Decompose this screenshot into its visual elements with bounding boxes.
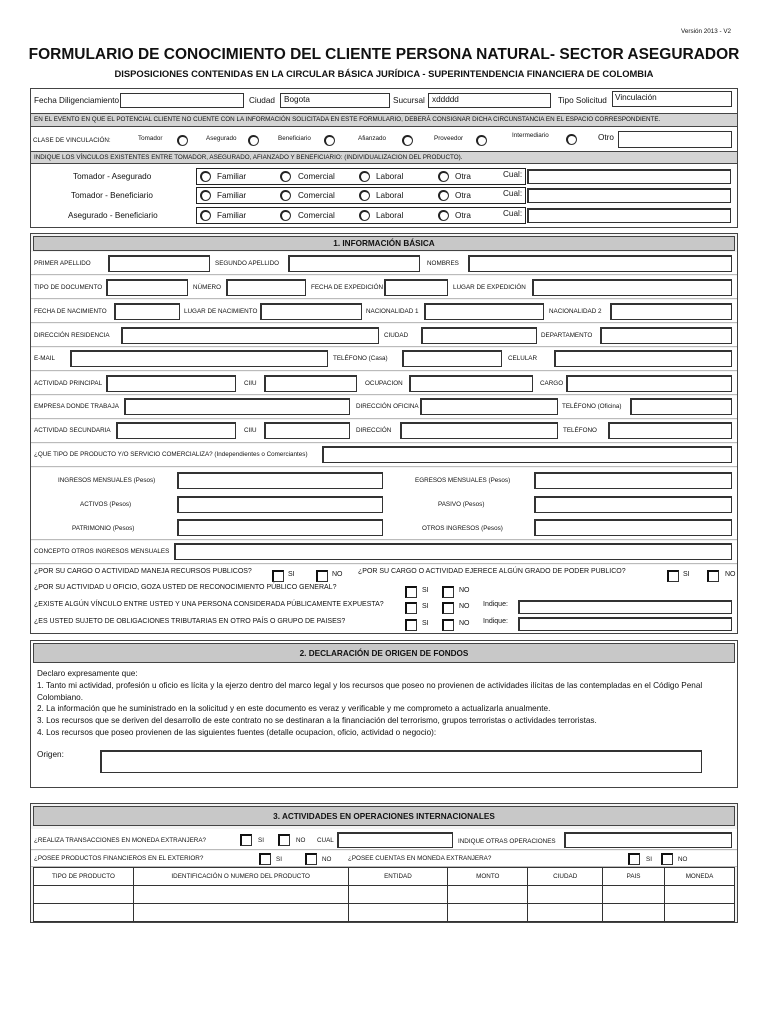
s3-q3-no-label: NO (678, 856, 688, 863)
nacionalidad1-input[interactable] (424, 303, 544, 320)
direccion-input[interactable] (400, 422, 558, 439)
primer-apellido-input[interactable] (108, 255, 210, 272)
cell[interactable] (665, 904, 735, 922)
version-label: Versión 2013 - V2 (681, 28, 732, 35)
q4-no-label: NO (459, 603, 470, 610)
email-input[interactable] (70, 350, 328, 367)
familiar-label: Familiar (217, 211, 247, 220)
ocupacion-input[interactable] (409, 375, 533, 392)
cual-label: Cual: (503, 209, 523, 218)
section1-header (33, 236, 735, 251)
col-entidad: ENTIDAD (348, 868, 448, 886)
nacionalidad2-label: NACIONALIDAD 2 (549, 308, 602, 315)
comercial-radio[interactable] (280, 171, 291, 182)
egresos-input[interactable] (534, 472, 732, 489)
producto-label: ¿QUE TIPO DE PRODUCTO Y/O SERVICIO COMERCIALIZA? (Independientes o Comerciantes) (34, 451, 308, 458)
q4-indique-input[interactable] (518, 600, 732, 614)
vinculos-bar (30, 151, 738, 164)
section1-title: 1. INFORMACIÓN BÁSICA (333, 239, 435, 248)
opt-tomador-radio[interactable] (177, 135, 188, 146)
opt-otro-input[interactable] (618, 131, 732, 148)
q3-no-label: NO (459, 587, 470, 594)
vinculo-row-label: Tomador - Beneficiario (71, 191, 153, 200)
cell[interactable] (133, 904, 348, 922)
concepto-label: CONCEPTO OTROS INGRESOS MENSUALES (34, 548, 170, 555)
patrimonio-label: PATRIMONIO (Pesos) (72, 525, 135, 532)
fecha-nacimiento-label: FECHA DE NACIMIENTO (34, 308, 107, 315)
origen-label: Origen: (37, 750, 64, 759)
otra-radio[interactable] (438, 190, 449, 201)
opt-beneficiario-label: Beneficiario (278, 135, 311, 142)
section2-title: 2. DECLARACIÓN DE ORIGEN DE FONDOS (299, 649, 469, 658)
cual-label: Cual: (503, 189, 523, 198)
q2-si-checkbox[interactable] (667, 570, 679, 582)
ocupacion-label: OCUPACION (365, 380, 403, 387)
telefono-oficina-label: TELÉFONO (Oficina) (562, 403, 622, 410)
q4-no-checkbox[interactable] (442, 602, 454, 614)
ciudad-label: CIUDAD (384, 332, 409, 339)
fecha-nacimiento-input[interactable] (114, 303, 180, 320)
s3-q3-label: ¿POSEE CUENTAS EN MONEDA EXTRANJERA? (348, 855, 492, 862)
ciiu-label: CIIU (244, 380, 257, 387)
col-moneda: MONEDA (665, 868, 735, 886)
opt-otro-label: Otro (598, 133, 614, 142)
cell[interactable] (528, 904, 603, 922)
cell[interactable] (34, 904, 134, 922)
ciudad-label: Ciudad (249, 96, 275, 105)
ciiu-input[interactable] (264, 375, 357, 392)
declaration-item-1: 1. Tanto mi actividad, profesión u oficio es lícita y la ejerzo dentro del marco legal y los recursos que poseo no provienen de actividades ilícitas de las contempladas en el Código Penal Colombiano. (37, 680, 703, 702)
col-monto: MONTO (448, 868, 528, 886)
cell[interactable] (665, 886, 735, 904)
opt-tomador-label: Tomador (138, 135, 163, 142)
tipo-documento-input[interactable] (106, 279, 188, 296)
opt-intermediario-radio[interactable] (566, 134, 577, 145)
s3-q1-label: ¿REALIZA TRANSACCIONES EN MONEDA EXTRANJERA? (34, 837, 207, 844)
cell[interactable] (448, 886, 528, 904)
telefono-input[interactable] (608, 422, 732, 439)
empresa-label: EMPRESA DONDE TRABAJA (34, 403, 119, 410)
tipo-solicitud-select[interactable] (612, 91, 732, 107)
col-tipo-producto: TIPO DE PRODUCTO (34, 868, 134, 886)
segundo-apellido-input[interactable] (288, 255, 420, 272)
pasivo-label: PASIVO (Pesos) (438, 501, 485, 508)
ingresos-input[interactable] (177, 472, 383, 489)
q5-no-checkbox[interactable] (442, 619, 454, 631)
s3-q3-si-checkbox[interactable] (628, 853, 640, 865)
s3-cual-input[interactable] (337, 832, 453, 848)
nacionalidad1-label: NACIONALIDAD 1 (366, 308, 419, 315)
opt-proveedor-radio[interactable] (476, 135, 487, 146)
lugar-nacimiento-label: LUGAR DE NACIMIENTO (184, 308, 258, 315)
opt-asegurado-label: Asegurado (206, 135, 237, 142)
cual-input[interactable] (527, 169, 731, 184)
actividad-principal-label: ACTIVIDAD PRINCIPAL (34, 380, 103, 387)
s3-q2-si-label: SI (276, 856, 282, 863)
products-header-row (34, 868, 735, 886)
nacionalidad2-input[interactable] (610, 303, 732, 320)
fecha-input[interactable] (120, 93, 244, 108)
declaration-text (37, 668, 731, 739)
s3-q2-no-label: NO (322, 856, 332, 863)
numero-label: NÚMERO (193, 284, 221, 291)
s3-q1-no-checkbox[interactable] (278, 834, 290, 846)
familiar-label: Familiar (217, 191, 247, 200)
activos-label: ACTIVOS (Pesos) (80, 501, 132, 508)
email-label: E-MAIL (34, 355, 55, 362)
familiar-radio[interactable] (200, 190, 211, 201)
telefono-casa-input[interactable] (402, 350, 502, 367)
q1-no-checkbox[interactable] (316, 570, 328, 582)
patrimonio-input[interactable] (177, 519, 383, 536)
laboral-label: Laboral (376, 211, 404, 220)
vinculo-row-label: Tomador - Asegurado (73, 172, 152, 181)
egresos-label: EGRESOS MENSUALES (Pesos) (415, 477, 511, 484)
opt-asegurado-radio[interactable] (248, 135, 259, 146)
nombres-input[interactable] (468, 255, 732, 272)
cell[interactable] (348, 904, 448, 922)
origen-input[interactable] (100, 750, 702, 773)
cell[interactable] (528, 886, 603, 904)
q1-label: ¿POR SU CARGO O ACTIVIDAD MANEJA RECURSOS PUBLICOS? (34, 568, 252, 575)
otra-label: Otra (455, 191, 471, 200)
opt-intermediario-label: Intermediario (512, 132, 549, 139)
q1-si-checkbox[interactable] (272, 570, 284, 582)
comercial-label: Comercial (298, 172, 335, 181)
s3-q1-si-checkbox[interactable] (240, 834, 252, 846)
direccion-residencia-label: DIRECCIÓN RESIDENCIA (34, 332, 110, 339)
cargo-label: CARGO (540, 380, 564, 387)
declaration-intro: Declaro expresamente que: (37, 669, 138, 678)
actividad-secundaria-label: ACTIVIDAD SECUNDARIA (34, 427, 111, 434)
q4-si-label: SI (422, 603, 429, 610)
lugar-expedicion-input[interactable] (532, 279, 732, 296)
telefono-oficina-input[interactable] (630, 398, 732, 415)
cell[interactable] (133, 886, 348, 904)
primer-apellido-label: PRIMER APELLIDO (34, 260, 91, 267)
ciudad-value: Bogota (284, 95, 310, 104)
cell[interactable] (603, 886, 665, 904)
q4-label: ¿EXISTE ALGÚN VÍNCULO ENTRE USTED Y UNA PERSONA CONSIDERADA PÚBLICAMENTE EXPUESTA? (34, 601, 384, 608)
telefono-label: TELÉFONO (563, 427, 597, 434)
notice-text: EN EL EVENTO EN QUE EL POTENCIAL CLIENTE NO CUENTE CON LA INFORMACIÓN SOLICITADA EN ESTE FORMULARIO, DEBERÁ CONSIGNAR DICHA CIRCUNSTANCIA EN EL ESPACIO CORRESPONDIENTE. (34, 116, 661, 123)
actividad-principal-input[interactable] (106, 375, 236, 392)
sucursal-value: xddddd (432, 95, 459, 104)
familiar-label: Familiar (217, 172, 247, 181)
laboral-radio[interactable] (359, 190, 370, 201)
ciiu2-label: CIIU (244, 427, 257, 434)
producto-input[interactable] (322, 446, 732, 463)
lugar-nacimiento-input[interactable] (260, 303, 362, 320)
s3-q2-no-checkbox[interactable] (305, 853, 317, 865)
q3-si-label: SI (422, 587, 429, 594)
otros-ingresos-label: OTROS INGRESOS (Pesos) (422, 525, 503, 532)
vinculacion-label: CLASE DE VINCULACIÓN: (33, 137, 111, 144)
form-title: FORMULARIO DE CONOCIMIENTO DEL CLIENTE PERSONA NATURAL- SECTOR ASEGURADOR (28, 46, 740, 63)
q5-label: ¿ES USTED SUJETO DE OBLIGACIONES TRIBUTARIAS EN OTRO PAÍS O GRUPO DE PAISES? (34, 618, 346, 625)
s3-q3-si-label: SI (646, 856, 652, 863)
comercial-radio[interactable] (280, 190, 291, 201)
section3-title: 3. ACTIVIDADES EN OPERACIONES INTERNACIONALES (273, 812, 495, 821)
otra-radio[interactable] (438, 171, 449, 182)
comercial-label: Comercial (298, 191, 335, 200)
s3-q2-si-checkbox[interactable] (259, 853, 271, 865)
laboral-radio[interactable] (359, 210, 370, 221)
activos-input[interactable] (177, 496, 383, 513)
otros-ingresos-input[interactable] (534, 519, 732, 536)
s3-otras-label: INDIQUE OTRAS OPERACIONES (458, 838, 556, 845)
q5-indique-label: Indique: (483, 618, 508, 625)
tipo-documento-label: TIPO DE DOCUMENTO (34, 284, 103, 291)
q2-no-checkbox[interactable] (707, 570, 719, 582)
vinculo-row-label: Asegurado - Beneficiario (68, 211, 158, 220)
laboral-label: Laboral (376, 191, 404, 200)
s3-otras-input[interactable] (564, 832, 732, 848)
otra-label: Otra (455, 172, 471, 181)
q3-no-checkbox[interactable] (442, 586, 454, 598)
fecha-label: Fecha Diligenciamiento (34, 96, 120, 105)
q5-no-label: NO (459, 620, 470, 627)
direccion-residencia-input[interactable] (121, 327, 379, 344)
direccion-label: DIRECCIÓN (356, 427, 392, 434)
departamento-label: DEPARTAMENTO (541, 332, 593, 339)
fecha-expedicion-label: FECHA DE EXPEDICIÓN (311, 284, 384, 291)
q4-si-checkbox[interactable] (405, 602, 417, 614)
opt-afianzado-radio[interactable] (402, 135, 413, 146)
cell[interactable] (348, 886, 448, 904)
q3-label: ¿POR SU ACTIVIDAD U OFICIO, GOZA USTED DE RECONOCIMIENTO PÚBLICO GENERAL? (34, 584, 337, 591)
declaration-item-3: 3. Los recursos que se deriven del desarrollo de este contrato no se destinaran a la financiación del terrorismo, grupos terroristas o actividades terroristas. (37, 716, 597, 726)
familiar-radio[interactable] (200, 210, 211, 221)
section2-header (33, 643, 735, 663)
products-table (33, 867, 735, 922)
q5-si-checkbox[interactable] (405, 619, 417, 631)
telefono-casa-label: TELÉFONO (Casa) (333, 355, 388, 362)
pasivo-input[interactable] (534, 496, 732, 513)
s3-q2-label: ¿POSEE PRODUCTOS FINANCIEROS EN EL EXTERIOR? (34, 855, 204, 862)
s3-q1-no-label: NO (296, 837, 306, 844)
numero-input[interactable] (226, 279, 306, 296)
cell[interactable] (603, 904, 665, 922)
tipo-solicitud-value: Vinculación (615, 93, 657, 102)
actividad-secundaria-input[interactable] (116, 422, 236, 439)
laboral-label: Laboral (376, 172, 404, 181)
familiar-radio[interactable] (200, 171, 211, 182)
cargo-input[interactable] (566, 375, 732, 392)
vinculos-notice: INDIQUE LOS VÍNCULOS EXISTENTES ENTRE TOMADOR, ASEGURADO, AFIANZADO Y BENEFICIARIO: (INDIVIDUALIZACION DEL PRODUCTO). (34, 154, 463, 161)
q4-indique-label: Indique: (483, 601, 508, 608)
comercial-label: Comercial (298, 211, 335, 220)
table-row (34, 886, 735, 904)
celular-label: CELULAR (508, 355, 538, 362)
q2-si-label: SI (683, 571, 690, 578)
s3-q3-no-checkbox[interactable] (661, 853, 673, 865)
laboral-radio[interactable] (359, 171, 370, 182)
q5-indique-input[interactable] (518, 617, 732, 631)
declaration-item-4: 4. Los recursos que poseo provienen de las siguientes fuentes (detalle ocupacion, oficio, actividad o negocio): (37, 727, 437, 737)
ciudad-input[interactable] (280, 93, 390, 108)
segundo-apellido-label: SEGUNDO APELLIDO (215, 260, 280, 267)
direccion-oficina-input[interactable] (420, 398, 558, 415)
q1-si-label: SI (288, 571, 295, 578)
cell[interactable] (34, 886, 134, 904)
celular-input[interactable] (554, 350, 732, 367)
q1-no-label: NO (332, 571, 343, 578)
section3-header (33, 806, 735, 826)
opt-afianzado-label: Afianzado (358, 135, 387, 142)
col-pais: PAIS (603, 868, 665, 886)
cual-input[interactable] (527, 188, 731, 203)
departamento-input[interactable] (600, 327, 732, 344)
empresa-input[interactable] (124, 398, 350, 415)
cual-input[interactable] (527, 208, 731, 223)
ingresos-label: INGRESOS MENSUALES (Pesos) (58, 477, 156, 484)
otra-label: Otra (455, 211, 471, 220)
otra-radio[interactable] (438, 210, 449, 221)
ciiu2-input[interactable] (264, 422, 350, 439)
form-subtitle: DISPOSICIONES CONTENIDAS EN LA CIRCULAR BÁSICA JURÍDICA - SUPERINTENDENCIA FINANCIERA DE COLOMBIA (114, 68, 654, 79)
col-identificacion: IDENTIFICACIÓN O NUMERO DEL PRODUCTO (133, 868, 348, 886)
q3-si-checkbox[interactable] (405, 586, 417, 598)
notice-bar (30, 113, 738, 127)
nombres-label: NOMBRES (427, 260, 459, 267)
q2-label: ¿POR SU CARGO O ACTIVIDAD EJERECE ALGÚN GRADO DE PODER PUBLICO? (358, 568, 626, 575)
sucursal-input[interactable] (428, 93, 551, 108)
s3-q1-si-label: SI (258, 837, 264, 844)
col-ciudad: CIUDAD (528, 868, 603, 886)
opt-proveedor-label: Proveedor (434, 135, 464, 142)
comercial-radio[interactable] (280, 210, 291, 221)
s3-cual-label: CUAL (317, 837, 334, 844)
tipo-solicitud-label: Tipo Solicitud (558, 96, 607, 105)
opt-beneficiario-radio[interactable] (324, 135, 335, 146)
sucursal-label: Sucursal (393, 96, 425, 105)
concepto-input[interactable] (174, 543, 732, 560)
table-row (34, 904, 735, 922)
fecha-expedicion-input[interactable] (384, 279, 448, 296)
cual-label: Cual: (503, 170, 523, 179)
direccion-oficina-label: DIRECCIÓN OFICINA (356, 403, 419, 410)
declaration-item-2: 2. La información que he suministrado en la solicitud y en este documento es veraz y verificable y me comprometo a actualizarla anualmente. (37, 704, 551, 714)
q5-si-label: SI (422, 620, 429, 627)
lugar-expedicion-label: LUGAR DE EXPEDICIÓN (453, 284, 526, 291)
cell[interactable] (448, 904, 528, 922)
ciudad-res-input[interactable] (421, 327, 537, 344)
q2-no-label: NO (725, 571, 736, 578)
